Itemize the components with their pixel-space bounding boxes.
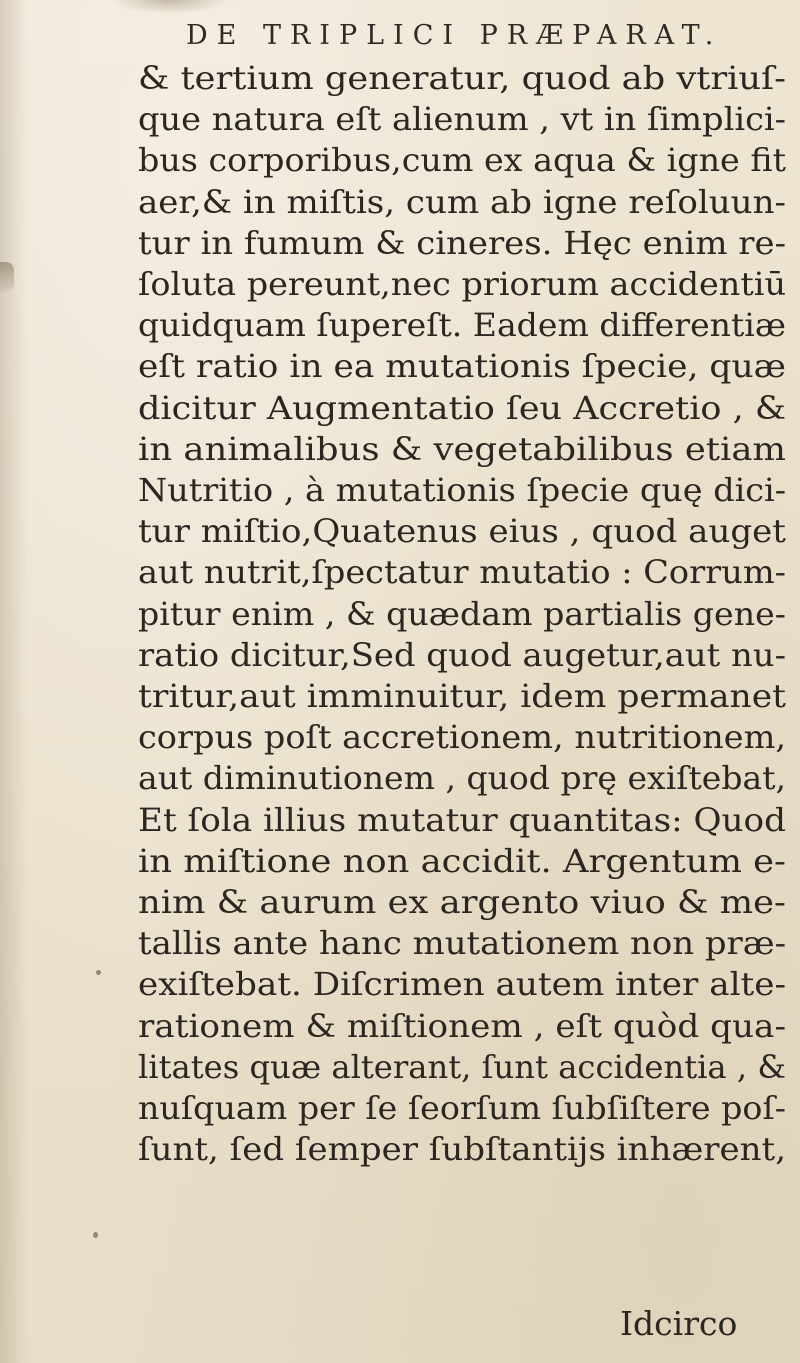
paper-stain — [110, 0, 230, 14]
text-line: rationem & miſtionem , eſt quòd qua- — [138, 1006, 786, 1045]
text-line: ſunt, ſed ſemper ſubſtantijs inhærent, — [138, 1130, 787, 1169]
text-line: ſoluta pereunt,nec priorum accidentiū — [138, 265, 786, 304]
text-line: que natura eſt alienum , vt in ſimplici- — [138, 100, 787, 139]
text-line: pitur enim , & quædam partialis gene- — [138, 594, 786, 633]
catchword: Idcirco — [620, 1304, 738, 1343]
text-line: aut diminutionem , quod prę exiſtebat, — [138, 759, 786, 798]
ink-spot — [96, 970, 101, 975]
text-line: Et ſola illius mutatur quantitas: Quod — [138, 800, 786, 839]
text-line: eſt ratio in ea mutationis ſpecie, quæ — [138, 347, 786, 386]
text-line: aut nutrit,ſpectatur mutatio : Corrum- — [138, 553, 786, 592]
ink-spot — [93, 1232, 98, 1238]
text-line: in miſtione non accidit. Argentum e- — [138, 841, 786, 880]
text-line: nuſquam per ſe ſeorſum ſubſiſtere poſ- — [138, 1089, 786, 1128]
text-line: corpus poſt accretionem, nutritionem, — [138, 718, 787, 757]
text-line: tritur,aut imminuitur, idem permanet — [138, 677, 787, 716]
running-head: DE TRIPLICI PRÆPARAT. — [186, 20, 723, 51]
margin-mark — [0, 262, 14, 292]
gutter-shadow — [0, 0, 28, 1363]
text-line: & tertium generatur, quod ab vtriuſ- — [138, 59, 786, 97]
body-text — [138, 58, 788, 1170]
text-line: Nutritio , à mutationis ſpecie quę dici- — [138, 471, 787, 510]
text-line: bus corporibus,cum ex aqua & igne fit — [138, 141, 787, 180]
text-line: dicitur Augmentatio ſeu Accretio , & — [138, 388, 787, 427]
text-line: tur in fumum & cineres. Hęc enim re- — [138, 223, 787, 262]
text-line: in animalibus & vegetabilibus etiam — [138, 429, 786, 468]
text-line: tallis ante hanc mutationem non præ- — [138, 924, 787, 963]
text-line: litates quæ alterant, ſunt accidentia , & — [138, 1047, 787, 1086]
text-line: tur miſtio,Quatenus eius , quod auget — [138, 512, 786, 551]
text-line: exiſtebat. Diſcrimen autem inter alte- — [138, 965, 786, 1004]
text-line: quidquam ſupereſt. Eadem differentiæ — [138, 306, 786, 345]
text-line: aer,& in miſtis, cum ab igne reſoluun- — [138, 182, 786, 221]
text-line: nim & aurum ex argento viuo & me- — [138, 883, 786, 922]
text-line: ratio dicitur,Sed quod augetur,aut nu- — [138, 635, 787, 674]
